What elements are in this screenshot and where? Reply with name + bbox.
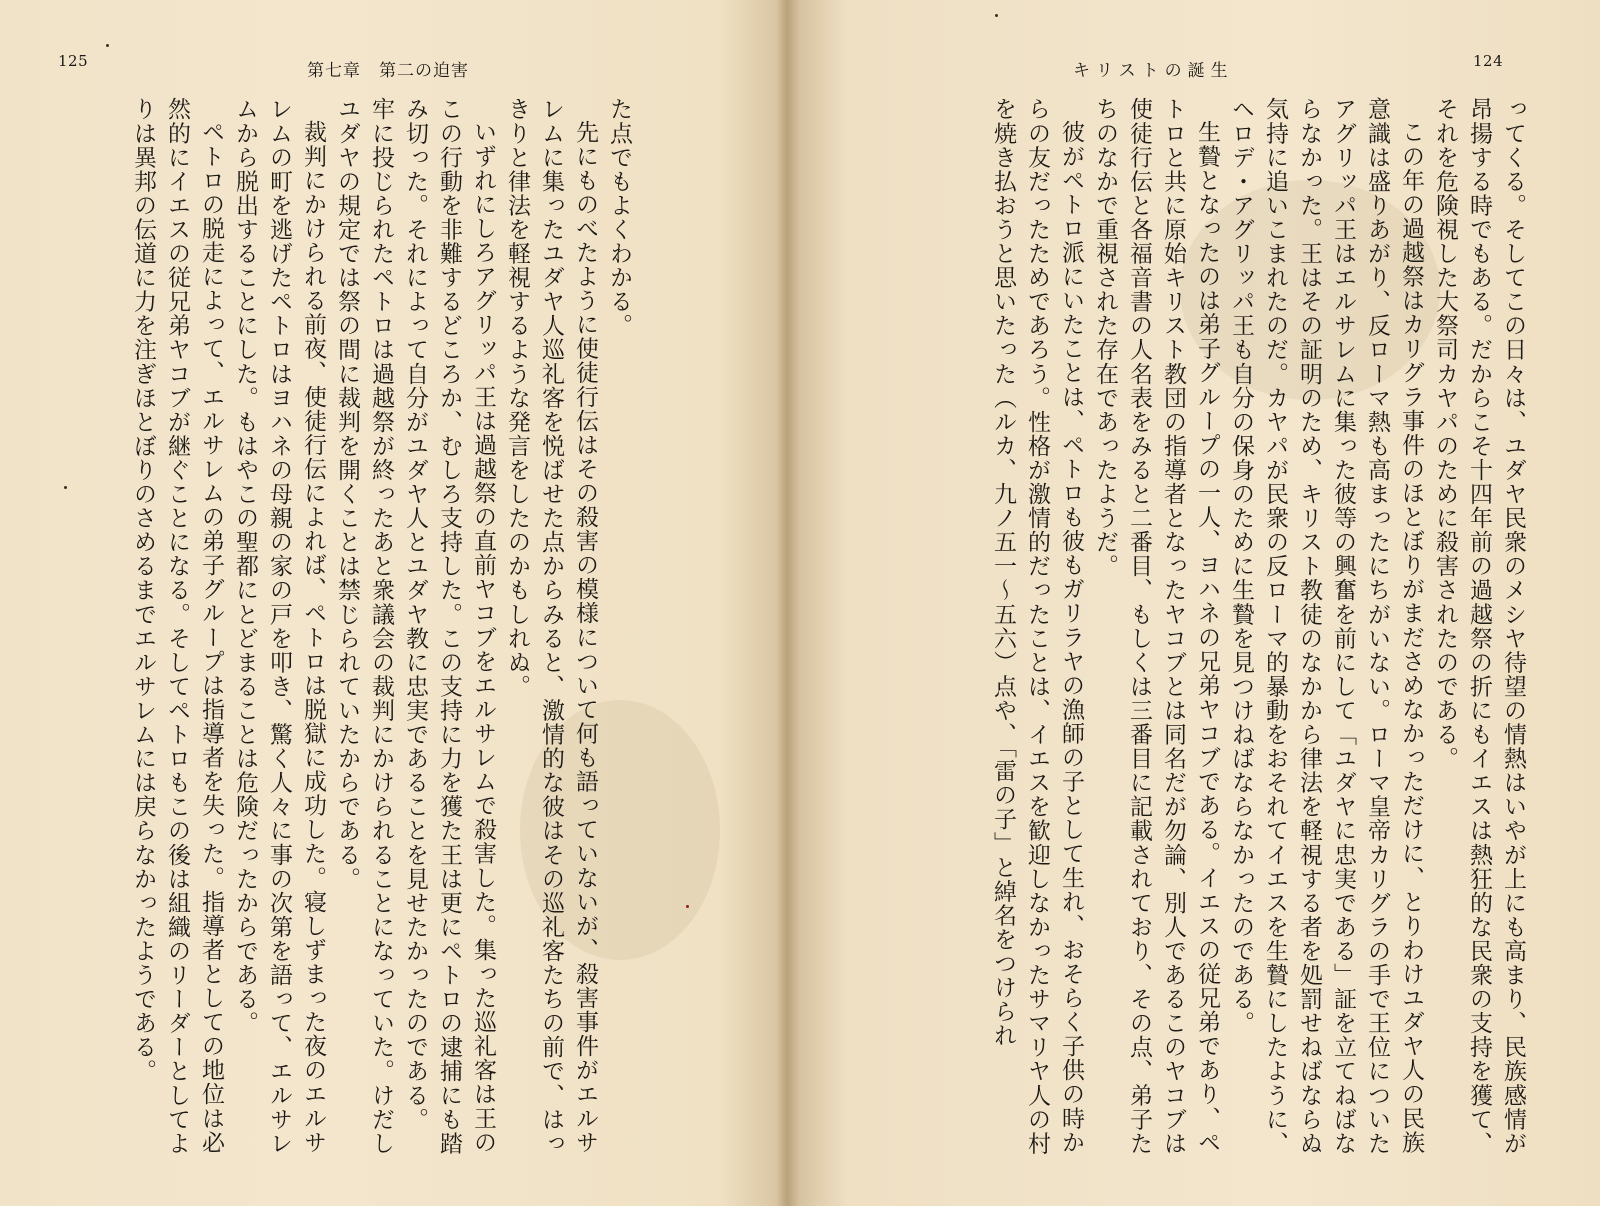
paragraph: 生贄となったのは弟子グループの一人、ヨハネの兄弟ヤコブである。イエスの従兄弟であり、ペトロと共に原始キリスト教団の指導者となったヤコブとは同名だが勿論、別人であるこのヤコブは使徒行伝と各福音書の人名表をみると二番目、もしくは三番目に記載されており、その点、弟子たちのなかで重視された存在であったようだ。 <box>1092 97 1220 1156</box>
running-head-left: 第七章 第二の迫害 <box>307 61 469 81</box>
page-number-left: 125 <box>58 52 89 70</box>
paragraph: 牢に投じられたペトロは過越祭が終ったあと衆議会の裁判にかけられることになっていた。けだしユダヤの規定では祭の間に裁判を開くことは禁じられていたからである。 <box>334 97 394 1156</box>
paragraph: 裁判にかけられる前夜、使徒行伝によれば、ペトロは脱獄に成功した。寝しずまった夜のエルサレムの町を逃げたペトロはヨハネの母親の家の戸を叩き、驚く人々に事の次第を語って、エルサレムから脱出することにした。もはやこの聖都にとどまることは危険だったからである。 <box>232 97 326 1156</box>
paragraph: 先にものべたように使徒行伝はその殺害の模様について何も語っていないが、殺害事件がエルサレムに集ったユダヤ人巡礼客を悦ばせた点からみると、激情的な彼はその巡礼客たちの前で、はっきりと律法を軽視するような発言をしたのかもしれぬ。 <box>504 97 598 1156</box>
running-head-right: キリストの誕生 <box>1073 61 1234 81</box>
paragraph: ペトロの脱走によって、エルサレムの弟子グループは指導者を失った。指導者としての地位は必然的にイエスの従兄弟ヤコブが継ぐことになる。そしてペトロもこの後は組織のリーダーとしてよりは異邦の伝道に力を注ぎほとぼりのさめるまでエルサレムには戻らなかったようである。 <box>130 97 224 1156</box>
paragraph: 彼がペトロ派にいたことは、ペトロも彼もガリラヤの漁師の子として生れ、おそらく子供の時からの友だったためであろう。性格が激情的だったことは、イエスを歓迎しなかったサマリヤ人の村を焼き払おうと思いたった（ルカ、九ノ五一〜五六）点や、「雷の子」と綽名をつけられ <box>990 97 1084 1156</box>
paragraph: ってくる。そしてこの日々は、ユダヤ民衆のメシヤ待望の情熱はいやが上にも高まり、民族感情が昂揚する時でもある。だからこそ十四年前の過越祭の折にもイエスは熱狂的な民衆の支持を獲て、それを危険視した大祭司カヤパのために殺害されたのである。 <box>1432 97 1526 1156</box>
page-number-right: 124 <box>1473 52 1504 70</box>
paragraph: この年の過越祭はカリグラ事件のほとぼりがまださめなかっただけに、とりわけユダヤ人の民族意識は盛りあがり、反ローマ熱も高まったにちがいない。ローマ皇帝カリグラの手で王位についたアグリッパ王はエルサレムに集った彼等の興奮を前にして「ユダヤに忠実である」証を立てねばならなかった。王はその証明のため、キリスト教徒のなかから律法を軽視する者を処罰せねばならぬ気持に追いこまれたのだ。カヤパが民衆の反ローマ的暴動をおそれてイエスを生贄にしたように、ヘロデ・アグリッパ王も自分の保身のために生贄を見つけねばならなかったのである。 <box>1228 97 1424 1156</box>
paragraph: いずれにしろアグリッパ王は過越祭の直前ヤコブをエルサレムで殺害した。集った巡礼客は王のこの行動を非難するどころか、むしろ支持した。この支持に力を獲た王は更にペトロの逮捕にも踏み切った。それによって自分がユダヤ人とユダヤ教に忠実であることを見せたかったのである。 <box>402 97 496 1156</box>
paragraph: た点でもよくわかる。 <box>606 97 632 338</box>
body-text-left <box>56 97 636 1177</box>
right-page <box>790 0 1600 1206</box>
left-page <box>0 0 790 1206</box>
body-text-right <box>830 97 1530 1177</box>
